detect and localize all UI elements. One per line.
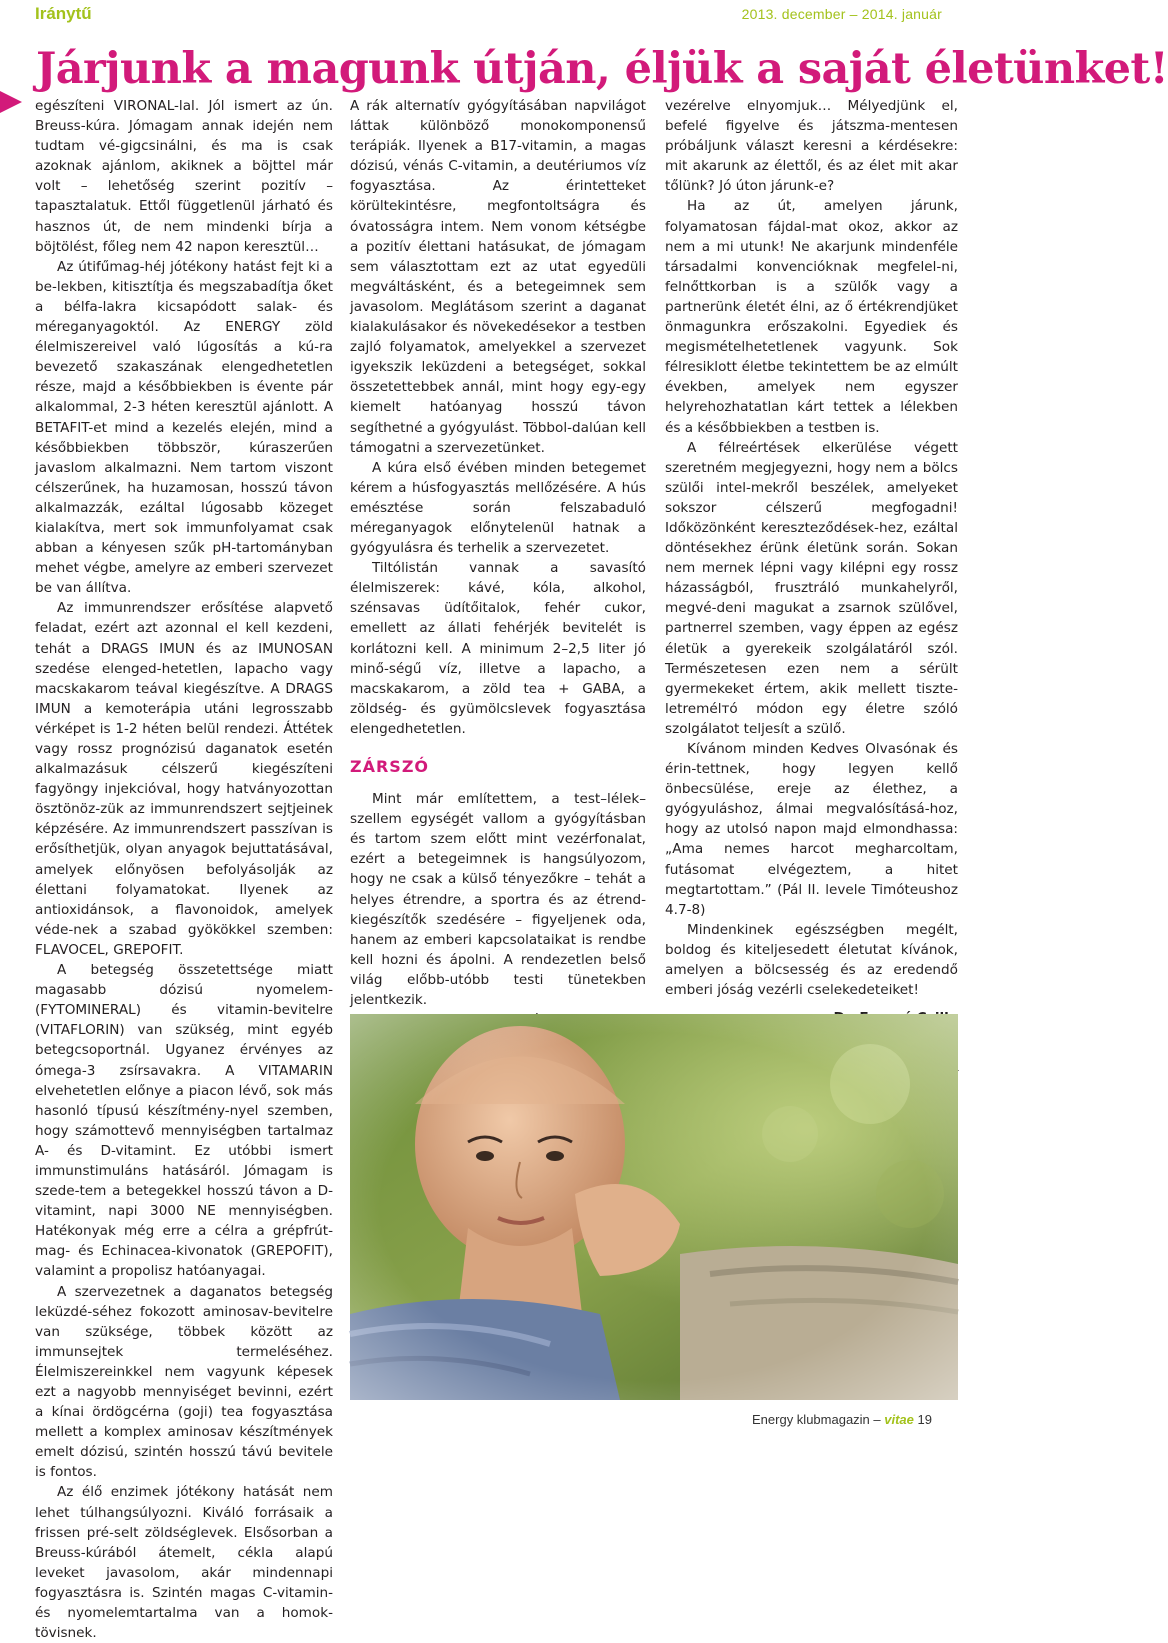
paragraph: Mindenkinek egészségben megélt, boldog és kiteljesedett életutat kívánok, amelyen a bölcsesség és az eredendő emberi jóság vezérli cselekedeteiket! bbox=[665, 921, 958, 999]
paragraph: Tiltólistán vannak a savasító élelmiszerek: kávé, kóla, alkohol, szénsavas üdítőitalok, fehér cukor, emellett az állati fehérjék bevitelét is korlátozni kell. A minimum 2–2,5 liter jó minő-ségű víz, illetve a lapacho, a macskakarom, a zöld tea + GABA, a zöldség- és gyümölcslevek fogyasztása elengedhetetlen. bbox=[350, 560, 646, 737]
paragraph: Ha az út, amelyen járunk, folyamatosan fájdal-mat okoz, akkor az nem a mi utunk! Ne akarjunk mindenféle társadalmi konvencióknak megfelel-ni, felnőttkorban is a szülők vagy a partnerünk életét élni, az ő értékrendjüket önmagunkra erőszakolni. Egyediek és megismételhetetlenek vagyunk. Sok félresiklott életbe tekintettem be az elmúlt években, amelyek nem egyszer helyrehozhatatlan kárt tettek a lélekben és a későbbiekben a testben is. bbox=[665, 198, 958, 436]
magazine-name: Energy klubmagazin – bbox=[752, 1412, 881, 1427]
paragraph: Mint már említettem, a test–lélek–szellem egységét vallom a gyógyításban és tartom szem előtt mint vezérfonalat, ezért a betegeimnek is hangsúlyozom, hogy ne csak a külső tényezőkre – tehát a helyes étrendre, a sportra és az étrend-kiegészítők szedésére – figyeljenek oda, hanem az emberi kapcsolataikat is rendbe kell hozni és ápolni. A rendezetlen belső világ előbb-utóbb testi tünetekben jelentkezik. bbox=[350, 791, 646, 1009]
paragraph: A kúra első évében minden betegemet kérem a húsfogyasztás mellőzésére. A hús emésztése során felszabaduló méreganyagok előnytelenül hatnak a gyógyulásra és terhelik a szervezetet. bbox=[350, 459, 646, 557]
page-footer bbox=[752, 1412, 932, 1427]
article-column-1 bbox=[35, 96, 333, 1643]
arrow-marker-icon bbox=[0, 91, 22, 113]
page-header bbox=[0, 0, 960, 34]
paragraph: Az útifűmag-héj jótékony hatást fejt ki a be-lekben, kitisztítja és megszabadítja őket a bélfa-lakra kicsapódott salak- és méreganyagoktól. Az ENERGY zöld élelmiszereivel való lúgosítás a kú-ra bevezető szakaszának elengedhetetlen része, majd a későbbiekben is évente pár alkalommal, 2-3 héten keresztül ajánlott. A BETAFIT-et mind a kezelés elején, mind a későbbiekben többször, kúraszerűen javaslom alkalmazni. Nem tartom viszont célszerűnek, ha huzamosan, hosszú távon alkalmazzák, ezáltal lúgosabb közeget kialakítva, mert sok immunfolyamat csak abban a kényesen szűk pH-tartományban mehet végbe, amelyre az emberi szervezet be van állítva. bbox=[35, 258, 333, 597]
paragraph: A rák alternatív gyógyításában napvilágot láttak különböző monokomponensű terápiák. Ilyenek a B17-vitamin, a magas dózisú, vénás C-vitamin, a deutériumos víz fogyasztása. Az érintetteket körültekintésre, megfontoltságra és óvatosságra intem. Nem vonom kétségbe a pozitív élettani hatásukat, de jómagam sem választottam ezt az utat egyedüli megváltásként, és a betegeimnek sem javasolom. Meglátásom szerint a daganat kialakulásakor és növekedésekor a testben zajló folyamatok, amelyekkel a szervezet igyekszik leküzdeni a betegséget, sokkal összetettebbek annál, mint hogy egy-egy kiemelt hatóanyag hosszú távon segíthetné a gyógyulást. Többol-dalúan kell támogatni a szervezetünket. bbox=[350, 98, 646, 456]
paragraph: A betegség összetettsége miatt magasabb dózisú nyomelem- (FYTOMINERAL) és vitamin-bevitelre (VITAFLORIN) van szükség, mint egyéb betegcsoportnál. Ugyanez érvényes az ómega-3 zsírsavakra. A VITAMARIN elvehetetlen előnye a piacon lévő, sok más hasonló típusú készítmény-nyel szemben, hogy számottevő mennyiségben tartalmaz A- és D-vitamint. Ez utóbbi ismert immunstimuláns hatásáról. Jómagam is szede-tem a betegekkel hosszú távon a D-vitamint, napi 3000 NE mennyiségben. Hatékonyak még erre a célra a grépfrút-mag- és Echinacea-kivonatok (GREPOFIT), valamint a propolisz hatóanyagai. bbox=[35, 962, 333, 1280]
paragraph: Az immunrendszer erősítése alapvető feladat, ezért azt azonnal el kell kezdeni, tehát a DRAGS IMUN és az IMUNOSAN szedése elenged-hetetlen, lapacho vagy macskakarom teával kiegészítve. A DRAGS IMUN a kemoterápia utáni legrosszabb vérképet is 1-2 héten belül rendezi. Áttétek vagy rossz prognózisú daganatok esetén alkalmazásuk célszerű kiegészíteni fagyöngy injekcióval, hogy hatványozottan ösztönöz-zük az immunrendszert sejtjeinek képzésére. Az immunrendszert passzívan is erősíthetjük, olyan anyagok bejuttatásával, amelyek előnyösen befolyásolják az élettani folyamatokat. Ilyenek az antioxidánsok, a flavonoidok, amelyek véde-nek a szabad gyökökkel szemben: FLAVOCEL, GREPOFIT. bbox=[35, 600, 333, 958]
article-title: Járjunk a magunk útján, éljük a saját életünket! bbox=[36, 44, 1168, 94]
paragraph: Kívánom minden Kedves Olvasónak és érin-tettnek, hogy legyen kellő önbecsülése, ereje az élethez, a gyógyuláshoz, álmai megvalósításá-hoz, hogy az utolsó napon majd elmondhassa: „Ama nemes harcot megharcoltam, futásomat elvégeztem, a hitet megtartottam.” (Pál II. levele Timóteushoz 4.7-8) bbox=[665, 741, 958, 918]
magazine-name-word: vitae bbox=[884, 1412, 914, 1427]
woman-portrait-photo bbox=[350, 1014, 958, 1400]
paragraph: A szervezetnek a daganatos betegség leküzdé-séhez fokozott aminosav-bevitelre van szüksége, többek között az immunsejtek termeléséhez. Élelmiszereinkkel nem vagyunk képesek ezt a nagyobb mennyiséget bevinni, ezért a kínai ördögcérna (goji) tea fogyasztása mellett a komplex aminosav készítmények emelt dózisú, szintén hosszú távú bevitele is fontos. bbox=[35, 1283, 333, 1481]
issue-date: 2013. december – 2014. január bbox=[741, 6, 942, 22]
paragraph: Az élő enzimek jótékony hatását nem lehet túlhangsúlyozni. Kiváló forrásaik a frissen pré-selt zöldséglevek. Elsősorban a Breuss-kúrából átemelt, cékla alapú leveket javasolom, akár mindennapi fogyasztásra is. Szintén magas C-vitamin- és nyomelemtartalma van a homok-tövisnek. bbox=[35, 1484, 333, 1642]
paragraph: vezérelve elnyomjuk… Mélyedjünk el, befelé figyelve és játszma-mentesen próbáljunk választ keresni a kérdésekre: mit akarunk az élettől, és az élet mit akar tőlünk? Jó úton járunk-e? bbox=[665, 98, 958, 195]
page-number: 19 bbox=[917, 1412, 932, 1427]
section-label: Iránytű bbox=[35, 4, 92, 23]
paragraph: egészíteni VIRONAL-lal. Jól ismert az ún. Breuss-kúra. Jómagam annak idején nem tudtam vé-gigcsinálni, és ma is csak azoknak ajánlom, akiknek a böjttel már volt – lehetőség szerint pozitív – tapasztalatuk. Ettől függetlenül járható és hasznos út, de nem mindenki bírja a böjtölést, főleg nem 42 napon keresztül… bbox=[35, 98, 333, 255]
paragraph: A félreértések elkerülése végett szeretném megjegyezni, hogy nem a bölcs szülői intel-mekről beszélek, amelyeket sokszor célszerű megfogadni! Időközönként kereszteződések-hez, ezáltal döntésekhez érünk életünk során. Sokan nem mernek lépni vagy kilépni egy rossz házasságból, frusztráló munkahelyről, megvé-deni magukat a zsarnok szülővel, partnerrel szemben, vagy éppen az egész életük a gyerekeik szolgálatáról szól. Természetesen ezen nem a sérült gyermekeket értem, akik mellett tiszte-letremélтó módon egy életre szóló szolgálatot teljesít a szülő. bbox=[665, 439, 958, 737]
section-heading: ZÁRSZÓ bbox=[350, 757, 430, 776]
